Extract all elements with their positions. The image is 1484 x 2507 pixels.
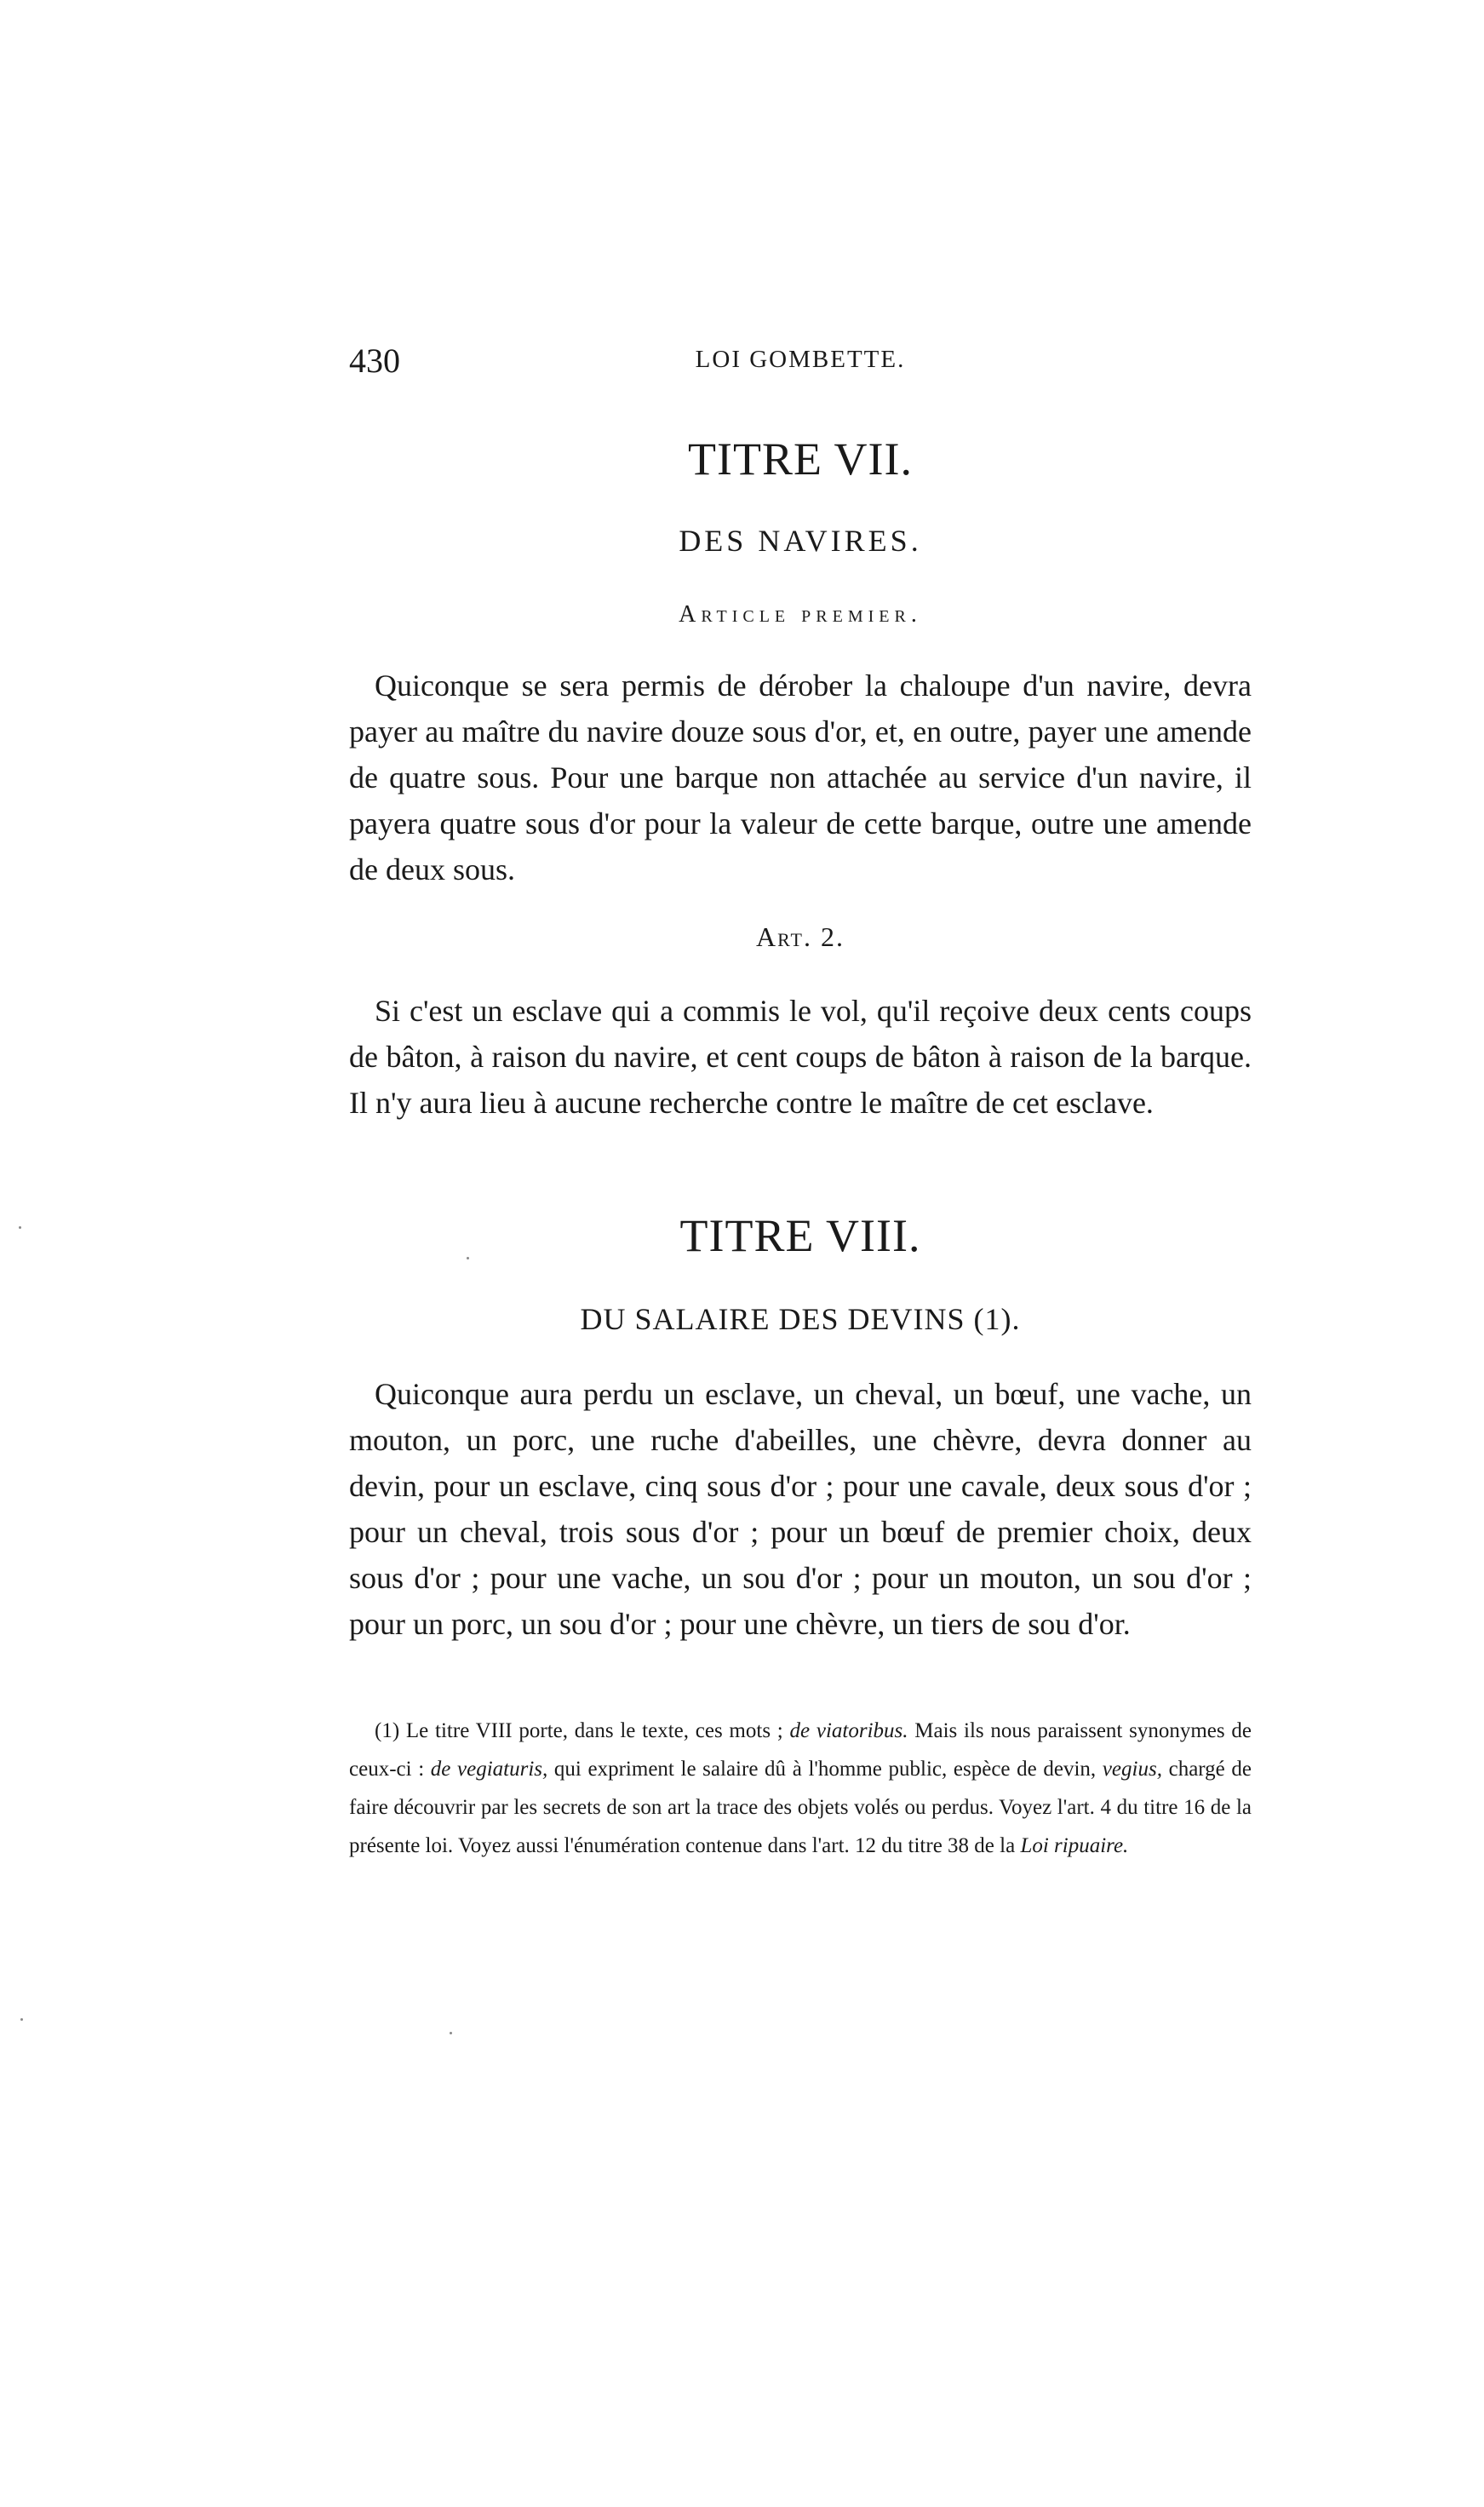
footnote-part-2: Mais ils nous paraissent synonymes de ceux-ci :	[349, 1719, 1252, 1781]
footnote-italic-2: de vegiaturis,	[430, 1758, 548, 1781]
article-1-label: Article premier.	[679, 601, 922, 628]
article-2-text: Si c'est un esclave qui a commis le vol, qu'il reçoive deux cents coups de bâton, à raison du navire, et cent coups de bâton à raison de la barque. Il n'y aura lieu à aucune recherche contre le maître de cet esclave.	[349, 994, 1252, 1120]
footnote-italic-3: vegius,	[1102, 1758, 1162, 1781]
paper-speck	[467, 1257, 469, 1259]
footnote-italic-4: Loi ripuaire.	[1020, 1834, 1129, 1857]
article-1-body	[349, 663, 1252, 892]
footnote-italic-1: de viatoribus.	[789, 1719, 908, 1742]
footnote-part-4: chargé de faire découvrir par les secrets de son art la trace des objets volés ou perdus. Voyez l'art. 4 du titre 16 de la présente loi. Voyez aussi l'énumération contenue dans l'art. 12 du titre 38 de la	[349, 1758, 1252, 1857]
footnote-text	[349, 1712, 1252, 1865]
article-2-body	[349, 988, 1252, 1126]
article-2-label: Art. 2.	[756, 921, 845, 952]
title-8-heading: TITRE VIII.	[679, 1210, 921, 1261]
footnote	[349, 1712, 1252, 1865]
paper-speck	[19, 1226, 21, 1229]
title-7-heading: TITRE VII.	[688, 433, 913, 485]
running-head	[349, 341, 1252, 392]
title-8-subheading: DU SALAIRE DES DEVINS (1).	[580, 1302, 1021, 1336]
footnote-marker: (1)	[375, 1719, 400, 1742]
title-8-text: Quiconque aura perdu un esclave, un cheval, un bœuf, une vache, un mouton, un porc, une ruche d'abeilles, une chèvre, devra donner au devin, pour un esclave, cinq sous d'or ; pour une cavale, deux sous d'or ; pour un cheval, trois sous d'or ; pour un bœuf de premier choix, deux sous d'or ; pour une vache, un sou d'or ; pour un mouton, un sou d'or ; pour un porc, un sou d'or ; pour une chèvre, un tiers de sou d'or.	[349, 1377, 1252, 1641]
title-8-body	[349, 1371, 1252, 1647]
running-title: LOI GOMBETTE.	[695, 346, 906, 373]
footnote-part-3: qui expriment le salaire dû à l'homme public, espèce de devin,	[547, 1758, 1103, 1781]
paper-speck	[20, 2018, 23, 2021]
title-7-subheading: DES NAVIRES.	[679, 524, 922, 558]
page-number: 430	[349, 341, 400, 380]
article-1-text: Quiconque se sera permis de dérober la chaloupe d'un navire, devra payer au maître du navire douze sous d'or, et, en outre, payer une amende de quatre sous. Pour une barque non attachée au service d'un navire, il payera quatre sous d'or pour la valeur de cette barque, outre une amende de deux sous.	[349, 668, 1252, 886]
footnote-part-1: Le titre VIII porte, dans le texte, ces mots ;	[399, 1719, 790, 1742]
paper-speck	[450, 2032, 452, 2034]
